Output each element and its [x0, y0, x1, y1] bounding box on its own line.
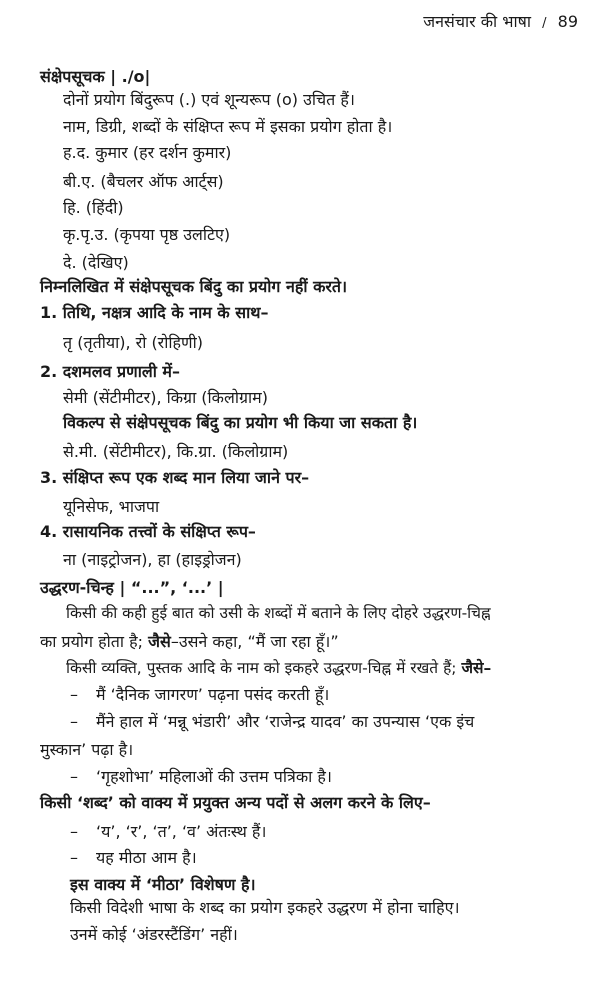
example-line: से.मी. (सेंटीमीटर), कि.ग्रा. (किलोग्राम) — [63, 442, 289, 461]
example-line: ह.द. कुमार (हर दर्शन कुमार) — [63, 143, 232, 162]
example-line: सेमी (सेंटीमीटर), किग्रा (किलोग्राम) — [63, 388, 268, 407]
example-line: तृ (तृतीया), रो (रोहिणी) — [63, 333, 203, 352]
dash-item — [70, 821, 266, 843]
paragraph-line: किसी की कही हुई बात को उसी के शब्दों में बताने के लिए दोहरे उद्धरण-चिह्न — [66, 604, 491, 622]
note-bold: इस वाक्य में ‘मीठा’ विशेषण है। — [70, 875, 256, 894]
text-line: किसी विदेशी भाषा के शब्द का प्रयोग इकहरे उद्धरण में होना चाहिए। — [70, 898, 460, 917]
dash-item — [70, 847, 197, 869]
text: मैंने हाल में ‘मन्नू भंडारी’ और ‘राजेन्द्र यादव’ का उपन्यास ‘एक इंच — [96, 712, 475, 731]
paragraph-line — [40, 631, 339, 653]
example-line: ना (नाइट्रोजन), हा (हाइड्रोजन) — [63, 550, 242, 569]
text: ‘गृहशोभा’ महिलाओं की उत्तम पत्रिका है। — [96, 767, 332, 786]
example-line: दे. (देखिए) — [63, 253, 129, 272]
dash-item — [70, 766, 332, 788]
text-line: दोनों प्रयोग बिंदुरूप (.) एवं शून्यरूप (o) उचित हैं। — [63, 90, 355, 109]
dash-item — [70, 684, 329, 706]
numbered-point-3: 3. संक्षिप्त रूप एक शब्द मान लिया जाने पर– — [40, 468, 310, 487]
text-line: उनमें कोई ‘अंडरस्टैंडिंग’ नहीं। — [70, 925, 238, 944]
example-line: हि. (हिंदी) — [63, 198, 124, 217]
numbered-point-2: 2. दशमलव प्रणाली में– — [40, 362, 180, 381]
text: यह मीठा आम है। — [96, 848, 197, 867]
example-label: जैसे — [148, 632, 171, 651]
subheading: किसी ‘शब्द’ को वाक्य में प्रयुक्त अन्य पदों से अलग करने के लिए– — [40, 793, 431, 812]
text: किसी व्यक्ति, पुस्तक आदि के नाम को इकहरे उद्धरण-चिह्न में रखते हैं; — [66, 659, 462, 677]
running-header — [423, 10, 578, 32]
paragraph-line — [66, 657, 491, 679]
header-separator: / — [542, 16, 547, 31]
section-heading-abbreviation: संक्षेपसूचक | ./o| — [40, 67, 151, 86]
text: का प्रयोग होता है; — [40, 632, 149, 651]
text-line: नाम, डिग्री, शब्दों के संक्षिप्त रूप में इसका प्रयोग होता है। — [63, 117, 393, 136]
subheading: निम्नलिखित में संक्षेपसूचक बिंदु का प्रयोग नहीं करते। — [40, 277, 348, 296]
example-line: कृ.पृ.उ. (कृपया पृष्ठ उलटिए) — [63, 225, 231, 244]
dash-item — [70, 711, 474, 733]
page-number: 89 — [557, 12, 578, 31]
text: मैं ‘दैनिक जागरण’ पढ़ना पसंद करती हूँ। — [96, 685, 330, 704]
note-bold: विकल्प से संक्षेपसूचक बिंदु का प्रयोग भी किया जा सकता है। — [63, 413, 418, 432]
text: –उसने कहा, “मैं जा रहा हूँ।” — [170, 632, 339, 651]
paragraph-line: मुस्कान’ पढ़ा है। — [40, 740, 134, 759]
dash-bullet: – — [70, 848, 78, 867]
example-label: जैसे– — [461, 659, 492, 677]
example-line: यूनिसेफ, भाजपा — [63, 497, 160, 516]
header-title: जनसंचार की भाषा — [423, 12, 532, 31]
dash-bullet: – — [70, 767, 78, 786]
dash-bullet: – — [70, 822, 78, 841]
text: ‘य’, ‘र’, ‘त’, ‘व’ अंतःस्थ हैं। — [96, 822, 267, 841]
dash-bullet: – — [70, 712, 78, 731]
dash-bullet: – — [70, 685, 78, 704]
section-heading-quotation: उद्धरण-चिन्ह | “...”, ‘...’ | — [40, 578, 224, 597]
example-line: बी.ए. (बैचलर ऑफ आर्ट्स) — [63, 172, 224, 191]
numbered-point-1: 1. तिथि, नक्षत्र आदि के नाम के साथ– — [40, 303, 269, 322]
numbered-point-4: 4. रासायनिक तत्त्वों के संक्षिप्त रूप– — [40, 522, 256, 541]
